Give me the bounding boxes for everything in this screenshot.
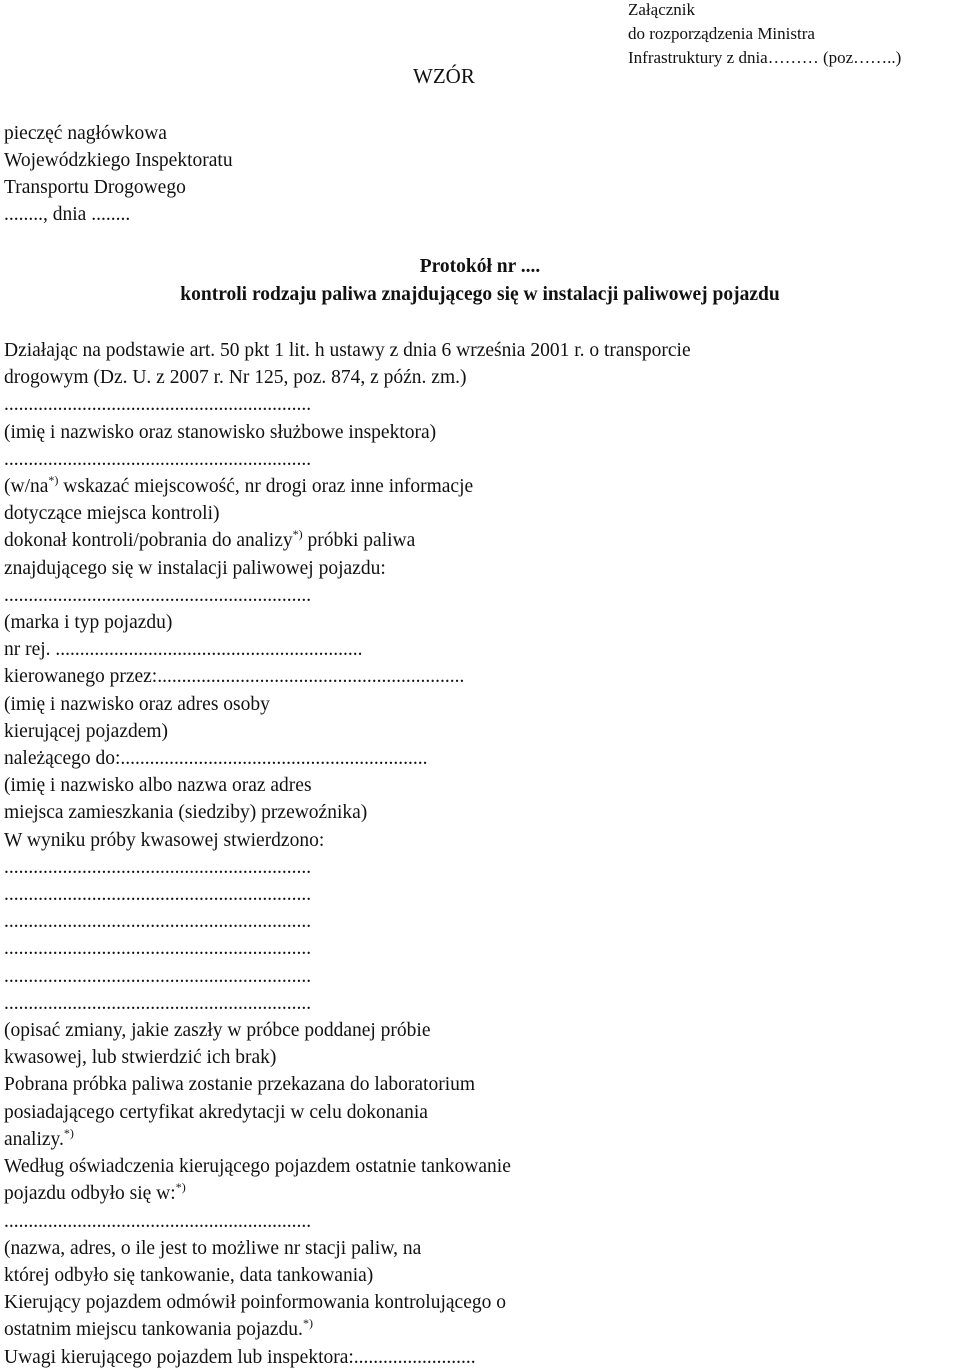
remarks-line: Uwagi kierującego pojazdem lub inspektora:.........................	[4, 1346, 476, 1368]
annex-line-2: do rozporządzenia Ministra	[628, 24, 815, 43]
result-blank-6: ...............................................................	[4, 992, 312, 1014]
annex-line-3: Infrastruktury z dnia……… (poz……..)	[628, 48, 902, 67]
inspector-blank: ...............................................................	[4, 394, 312, 416]
owner-hint-line-1: (imię i nazwisko albo nazwa oraz adres	[4, 775, 312, 797]
legal-basis-line-2: drogowym (Dz. U. z 2007 r. Nr 125, poz. 874, z późn. zm.)	[4, 367, 467, 389]
footnote-mark: *)	[63, 1125, 74, 1140]
refusal-line-2	[4, 1316, 691, 1343]
driver-line: kierowanego przez:...............................................................	[4, 666, 465, 688]
protocol-body	[4, 337, 691, 1371]
header-stamp	[4, 120, 233, 228]
footnote-mark: *)	[302, 1316, 313, 1331]
footnote-mark: *)	[48, 473, 59, 488]
driver-hint-line-1: (imię i nazwisko oraz adres osoby	[4, 693, 270, 715]
station-hint-line-2: której odbyło się tankowanie, data tankowania)	[4, 1264, 374, 1286]
driver-hint-line-2: kierującej pojazdem)	[4, 720, 169, 742]
changes-hint-line-2: kwasowej, lub stwierdzić ich brak)	[4, 1047, 277, 1069]
laboratory-line-2: posiadającego certyfikat akredytacji w celu dokonania	[4, 1101, 428, 1123]
footnote-mark: *)	[175, 1180, 186, 1195]
protocol-subject-title: kontroli rodzaju paliwa znajdującego się w instalacji paliwowej pojazdu	[180, 284, 780, 305]
result-blank-4: ...............................................................	[4, 938, 312, 960]
acid-test-line: W wyniku próby kwasowej stwierdzono:	[4, 829, 325, 851]
template-label: WZÓR	[413, 64, 475, 88]
refusal-line-1: Kierujący pojazdem odmówił poinformowania kontrolującego o	[4, 1292, 506, 1314]
laboratory-line-1: Pobrana próbka paliwa zostanie przekazana do laboratorium	[4, 1074, 476, 1096]
result-blank-5: ...............................................................	[4, 965, 312, 987]
legal-basis-line-1: Działając na podstawie art. 50 pkt 1 lit. h ustawy z dnia 6 września 2001 r. o transporcie	[4, 340, 691, 361]
annex-line-1: Załącznik	[628, 0, 696, 19]
stamp-line-2: Wojewódzkiego Inspektoratu	[4, 150, 233, 171]
inspector-hint: (imię i nazwisko oraz stanowisko służbowe inspektora)	[4, 421, 437, 443]
refuel-line-2-text: pojazdu odbyło się w:	[4, 1183, 176, 1205]
owner-hint-line-2: miejsca zamieszkania (siedziby) przewoźnika)	[4, 802, 368, 824]
result-blank-3: ...............................................................	[4, 911, 312, 933]
registration-line: nr rej. ...............................................................	[4, 639, 363, 661]
owner-line: należącego do:...............................................................	[4, 748, 428, 770]
location-blank: ...............................................................	[4, 448, 312, 470]
annex-header	[628, 0, 901, 70]
stamp-line-3: Transportu Drogowego	[4, 177, 186, 198]
station-hint-line-1: (nazwa, adres, o ile jest to możliwe nr stacji paliw, na	[4, 1237, 422, 1259]
location-hint-line-1	[4, 473, 691, 500]
location-hint-a: (w/na	[4, 476, 49, 498]
refuel-line-2	[4, 1180, 691, 1207]
laboratory-line-3	[4, 1126, 691, 1153]
changes-hint-line-1: (opisać zmiany, jakie zaszły w próbce poddanej próbie	[4, 1020, 431, 1042]
footnote-mark: *)	[292, 527, 303, 542]
inspection-action-a: dokonał kontroli/pobrania do analizy	[4, 530, 293, 552]
inspection-action-line-2: znajdującego się w instalacji paliwowej pojazdu:	[4, 557, 386, 579]
refuel-line-1: Według oświadczenia kierującego pojazdem ostatnie tankowanie	[4, 1156, 511, 1178]
laboratory-line-3-text: analizy.	[4, 1128, 64, 1150]
stamp-line-1: pieczęć nagłówkowa	[4, 123, 167, 144]
station-blank: ...............................................................	[4, 1210, 312, 1232]
vehicle-hint: (marka i typ pojazdu)	[4, 612, 173, 634]
stamp-date-line: ........, dnia ........	[4, 204, 131, 225]
inspection-action-b: próbki paliwa	[302, 530, 416, 552]
result-blank-1: ...............................................................	[4, 856, 312, 878]
refusal-line-2-text: ostatnim miejscu tankowania pojazdu.	[4, 1319, 303, 1341]
vehicle-blank: ...............................................................	[4, 584, 312, 606]
inspection-action-line-1	[4, 527, 691, 554]
location-hint-line-2: dotyczące miejsca kontroli)	[4, 503, 220, 525]
protocol-number-title: Protokół nr ....	[419, 256, 541, 277]
location-hint-b: wskazać miejscowość, nr drogi oraz inne informacje	[58, 476, 474, 498]
result-blank-2: ...............................................................	[4, 884, 312, 906]
